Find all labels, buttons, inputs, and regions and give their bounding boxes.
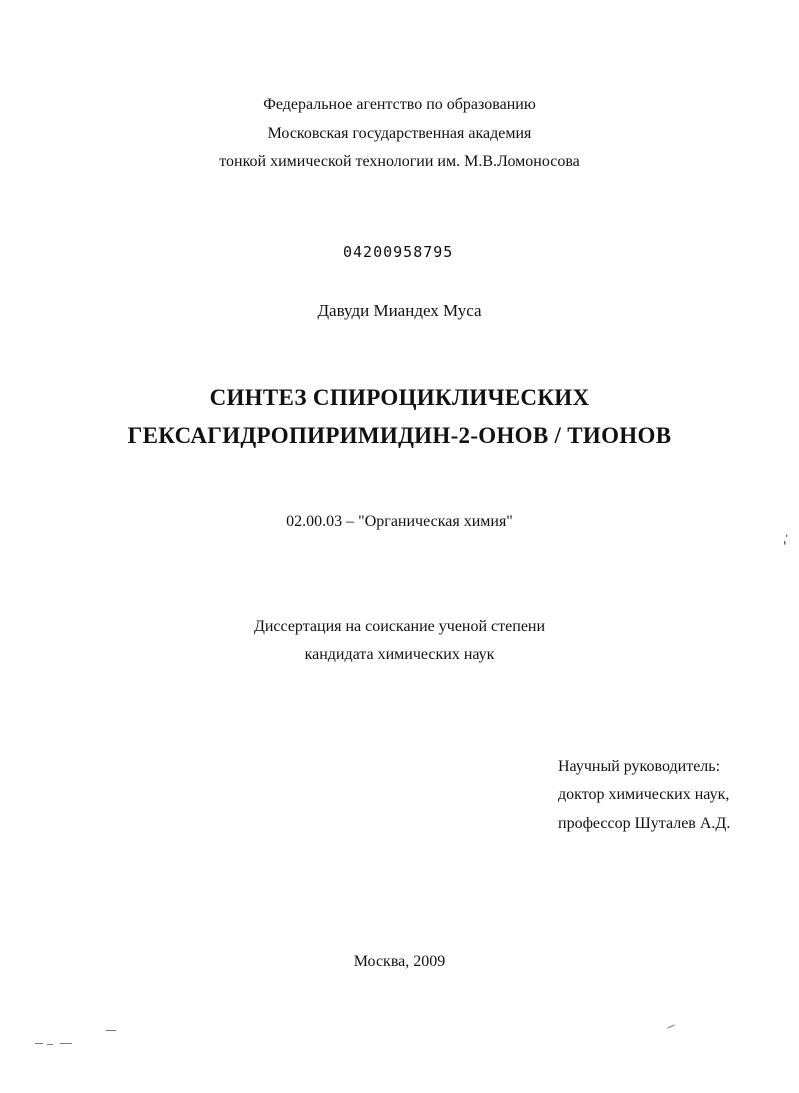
author-name: Давуди Миандех Муса: [317, 301, 482, 320]
scan-speck-mark: [60, 1043, 72, 1044]
title-line-1: СИНТЕЗ СПИРОЦИКЛИЧЕСКИХ: [209, 385, 590, 410]
advisor-line-3: профессор Шуталев А.Д.: [558, 815, 731, 832]
scan-speck-mark: [667, 1024, 675, 1028]
advisor-line-1: Научный руководитель:: [558, 758, 721, 775]
degree-line-1: Диссертация на соискание ученой степени: [253, 618, 546, 635]
title-line-2: ГЕКСАГИДРОПИРИМИДИН-2-ОНОВ / ТИОНОВ: [127, 423, 672, 448]
specialty-code: 02.00.03 – "Органическая химия": [286, 513, 513, 530]
registration-number: 04200958795: [343, 243, 454, 261]
institution-line-1: Федеральное агентство по образованию: [263, 96, 536, 113]
scan-speck-mark: ': [783, 540, 787, 555]
scan-speck-mark: [106, 1030, 116, 1031]
institution-line-2: Московская государственная академия: [267, 125, 532, 142]
institution-line-3: тонкой химической технологии им. М.В.Ломоносова: [219, 153, 580, 170]
scan-speck-mark: ‚: [785, 528, 789, 539]
degree-line-2: кандидата химических наук: [304, 646, 495, 663]
scan-speck-mark: [47, 1044, 53, 1045]
advisor-line-2: доктор химических наук,: [558, 786, 730, 803]
scan-speck-mark: [35, 1043, 43, 1044]
city-year: Москва, 2009: [353, 953, 446, 970]
